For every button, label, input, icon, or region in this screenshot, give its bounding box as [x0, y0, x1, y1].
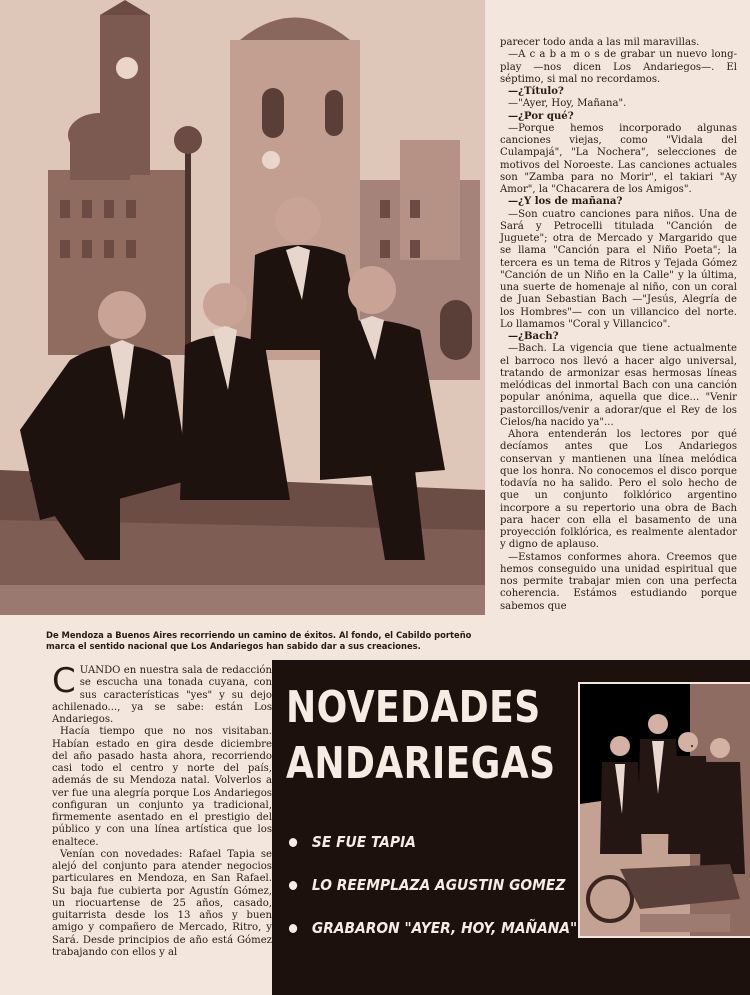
interview-question: —¿Título? — [508, 86, 564, 97]
article-paragraph: parecer todo anda a las mil maravillas. — [500, 37, 700, 48]
secondary-photo — [578, 682, 750, 938]
article-right-column — [500, 37, 737, 613]
highlight-item: GRABARON "AYER, HOY, MAÑANA" — [288, 918, 577, 961]
main-photo — [0, 0, 485, 615]
main-photo-illustration — [0, 0, 485, 615]
interview-question: —¿Por qué? — [508, 110, 574, 122]
secondary-photo-illustration — [580, 684, 750, 936]
article-paragraph: —Estamos conformes ahora. Creemos que hemos conseguido una unidad espiritual que nos permite trabajar mien con una perfecta coherencia. Estámos estudiando porque sabemos que — [500, 551, 737, 612]
interview-question: —¿Y los de mañana? — [508, 196, 623, 208]
article-left-column — [52, 661, 272, 959]
article-paragraph: —Porque hemos incorporado algunas canciones viejas, como "Vidala del Culampajá", "La Nochera", selecciones de motivos del Noroeste. Las canciones actuales son "Zamba para no Morir", el takiari "Ay Amor", la "Chacarera de los Amigos". — [500, 122, 737, 195]
interview-question: —¿Bach? — [508, 331, 559, 342]
article-paragraph: —Son cuatro canciones para niños. Una de Sará y Petrocelli titulada "Canción de Juguete"; otra de Mercado y Margarido que se llama "Canción para el Niño Poeta"; la tercera es un tema de Ritros y Tejada Gómez "Canción de un Niño en la Calle" y la última, una suerte de homenaje al niño, con un coral de Juan Sebastian Bach —"Jesús, Alegría de los Hombres"— con un villancico del norte. Lo llamamos "Coral y Villancico". — [500, 208, 737, 330]
headline — [286, 680, 555, 792]
article-lead-paragraph — [52, 661, 272, 726]
highlight-item: SE FUE TAPIA — [288, 832, 577, 875]
headline-line: ANDARIEGAS — [286, 738, 556, 789]
article-paragraph: —Bach. La vigencia que tiene actualmente el barroco nos llevó a hacer algo universal, tratando de armonizar esas hermosas líneas melódicas del inmortal Bach con una canción popular anónima, aquella que dice... "Venir pastorcillos/venir a adorar/que el Rey de los Cielos/ha nacido ya"... — [500, 343, 737, 428]
article-paragraph: Venían con novedades: Rafael Tapia se alejó del conjunto para atender negocios particulares en Mendoza, en San Rafael. Su baja fue cubierta por Agustín Gómez, un riocuartense de 25 años, casado, guitarrista desde los 13 años y buen amigo y compañero de Mercado, Ritro, y Sará. Desde principios de año está Gómez trabajando con ellos y al — [52, 848, 272, 958]
article-paragraph: —"Ayer, Hoy, Mañana". — [508, 98, 627, 110]
article-paragraph: Hacía tiempo que no nos visitaban. Habían estado en gira desde diciembre del año pasado hasta ahora, recorriendo casi todo el centro y norte del país, además de su Mendoza natal. Volverlos a ver fue una alegría porque Los Andariegos configuran un conjunto ya tradicional, firmemente asentado en el prestigio del público y con una línea artística que los enaltece. — [52, 726, 272, 848]
headline-line: NOVEDADES — [286, 682, 541, 733]
highlight-item: LO REEMPLAZA AGUSTIN GOMEZ — [288, 875, 577, 918]
article-paragraph: —A c a b a m o s de grabar un nuevo long-play —nos dicen Los Andariegos—. El séptimo, si mal no recordamos. — [500, 49, 737, 85]
lead-text: UANDO en nuestra sala de redacción se escucha una tonada cuyana, con sus características "yes" y su dejo achilenado..., ya se sabe: están Los Andariegos. — [52, 665, 272, 725]
drop-cap: C — [52, 661, 76, 701]
article-paragraph: Ahora entenderán los lectores por qué decíamos antes que Los Andariegos conservan y mantienen una línea melódica que los honra. No conocemos el disco porque todavía no ha salido. Pero el solo hecho de que un conjunto folklórico argentino incorpore a su repertorio una obra de Bach para hacer con ella el basamento de una proyección folklórica, es realmente alentador y digno de aplauso. — [500, 429, 737, 551]
photo-caption: De Mendoza a Buenos Aires recorriendo un camino de éxitos. Al fondo, el Cabildo porteño marca el sentido nacional que Los Andariegos han sabido dar a sus creaciones. — [46, 630, 472, 651]
highlights-list — [288, 832, 602, 961]
